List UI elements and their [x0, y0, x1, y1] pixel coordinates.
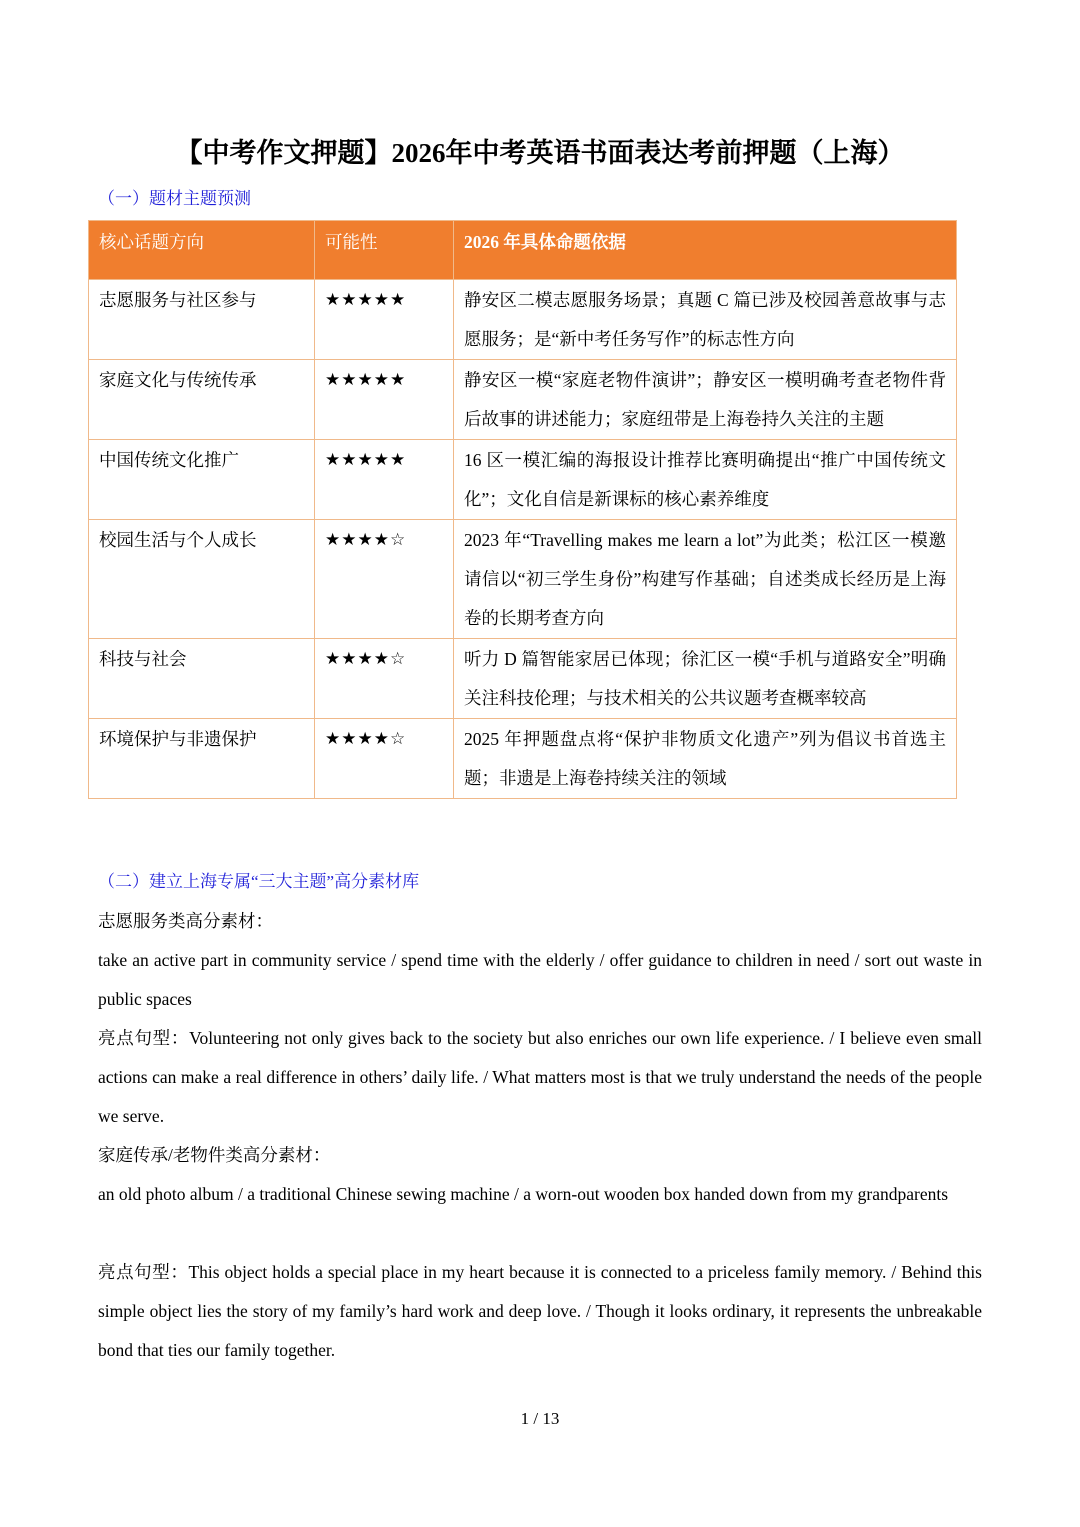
family-phrases: an old photo album / a traditional Chinese sewing machine / a worn-out wooden box handed down from my grandparents — [98, 1184, 949, 1204]
basis-cell: 听力 D 篇智能家居已体现；徐汇区一模“手机与道路安全”明确关注科技伦理；与技术相关的公共议题考查概率较高 — [454, 639, 957, 719]
section-heading-topic-prediction: （一）题材主题预测 — [98, 189, 251, 208]
rating-stars: ★★★★★ — [315, 440, 454, 520]
topic-prediction-table — [88, 220, 957, 799]
family-material-label: 家庭传承/老物件类高分素材： — [98, 1145, 331, 1165]
topic-cell: 科技与社会 — [89, 639, 315, 719]
table-row — [89, 520, 957, 639]
section-heading-material-library: （二）建立上海专属“三大主题”高分素材库 — [98, 872, 420, 891]
volunteer-sentence-patterns: 亮点句型：Volunteering not only gives back to the society but also enriches our own life experience. / I believe even small actions can make a real difference in others’ daily life. / What matters most is that we truly understand the needs of the people we serve. — [98, 1028, 982, 1126]
header-basis: 2026 年具体命题依据 — [454, 221, 957, 280]
table-row — [89, 440, 957, 520]
table-row — [89, 280, 957, 360]
header-topic: 核心话题方向 — [89, 221, 315, 280]
page-number: 1 / 13 — [520, 1409, 560, 1428]
topic-cell: 校园生活与个人成长 — [89, 520, 315, 639]
rating-stars: ★★★★☆ — [315, 520, 454, 639]
topic-cell: 志愿服务与社区参与 — [89, 280, 315, 360]
page-title: 【中考作文押题】2026年中考英语书面表达考前押题（上海） — [175, 138, 905, 168]
table-row — [89, 719, 957, 799]
topic-cell: 家庭文化与传统传承 — [89, 360, 315, 440]
basis-cell: 2025 年押题盘点将“保护非物质文化遗产”列为倡议书首选主题；非遗是上海卷持续关注的领域 — [454, 719, 957, 799]
table-row — [89, 639, 957, 719]
rating-stars: ★★★★☆ — [315, 639, 454, 719]
family-sentence-patterns: 亮点句型：This object holds a special place in my heart because it is connected to a priceless family memory. / Behind this simple object lies the story of my family’s hard work and deep love. / Though it looks ordinary, it represents the unbreakable bond that ties our family together. — [98, 1262, 982, 1360]
basis-cell: 静安区一模“家庭老物件演讲”；静安区一模明确考查老物件背后故事的讲述能力；家庭纽带是上海卷持久关注的主题 — [454, 360, 957, 440]
table-row — [89, 360, 957, 440]
rating-stars: ★★★★★ — [315, 280, 454, 360]
topic-cell: 中国传统文化推广 — [89, 440, 315, 520]
rating-stars: ★★★★★ — [315, 360, 454, 440]
topic-cell: 环境保护与非遗保护 — [89, 719, 315, 799]
basis-cell: 16 区一模汇编的海报设计推荐比赛明确提出“推广中国传统文化”；文化自信是新课标的核心素养维度 — [454, 440, 957, 520]
volunteer-material-label: 志愿服务类高分素材： — [98, 911, 273, 931]
header-likelihood: 可能性 — [315, 221, 454, 280]
rating-stars: ★★★★☆ — [315, 719, 454, 799]
table-header-row — [89, 221, 957, 280]
basis-cell: 2023 年“Travelling makes me learn a lot”为此类；松江区一模邀请信以“初三学生身份”构建写作基础；自述类成长经历是上海卷的长期考查方向 — [454, 520, 957, 639]
basis-cell: 静安区二模志愿服务场景；真题 C 篇已涉及校园善意故事与志愿服务；是“新中考任务写作”的标志性方向 — [454, 280, 957, 360]
volunteer-phrases: take an active part in community service / spend time with the elderly / offer guidance to children in need / sort out waste in public spaces — [98, 950, 982, 1009]
